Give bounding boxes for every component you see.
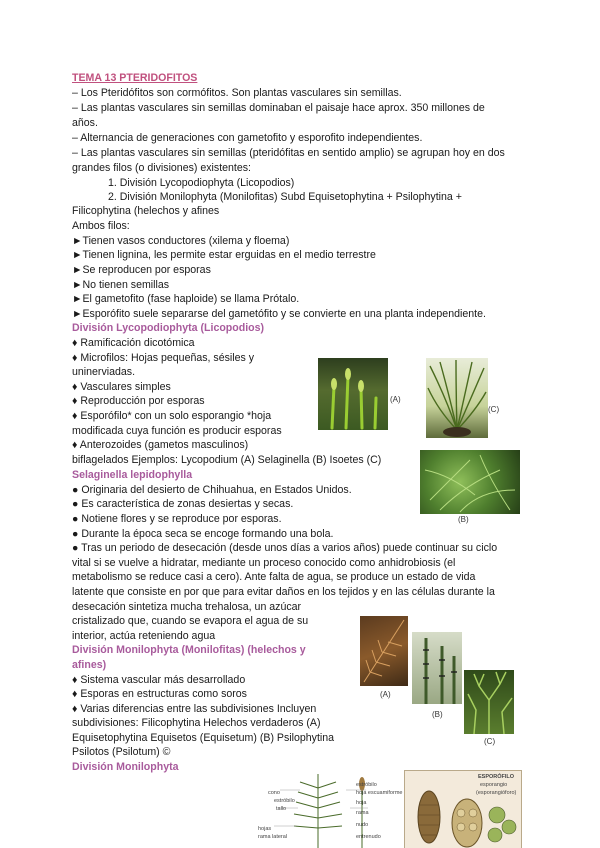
moni-line: subdivisiones: Filicophytina Helechos verdaderos (A) [72,717,321,729]
ambos-item: ►El gametofito (fase haploide) se llama Prótalo. [72,293,300,305]
selaginella-line: interior, actúa reteniendo agua [72,630,216,642]
moni-line: ♦ Esporas en estructuras como soros [72,688,247,700]
lyco-line: modificada cuya función es producir esporas [72,425,282,437]
selaginella-line: ● Notiene flores y se reproduce por esporas. [72,513,282,525]
selaginella-line: ● Es característica de zonas desiertas y secas. [72,498,294,510]
moni-heading-2: División Monilophyta [72,761,179,773]
diagram-label: hojas [258,826,272,832]
division-list-continuation: Filicophytina (helechos y afines [72,205,220,217]
lycopodium-photo [318,358,388,430]
psilotum-photo [464,670,514,734]
photo-caption: (C) [488,405,500,414]
photo-caption: (A) [390,395,401,404]
photo-caption: (A) [380,690,391,699]
lyco-line: ♦ Ramificación dicotómica [72,337,195,349]
fern-drawing [360,616,408,686]
intro-line: – Los Pteridófitos son cormófitos. Son plantas vasculares sin semillas. [72,87,402,99]
moni-heading: División Monilophyta (Monilofitas) (helechos y [72,644,306,656]
selaginella-line: ● Durante la época seca se encoge formando una bola. [72,528,334,540]
diagram-label: estróbilo [356,782,377,788]
lyco-line: ♦ Reproducción por esporas [72,395,205,407]
ambos-item: ►Tienen lignina, les permite estar erguidas en el medio terrestre [72,249,376,261]
diagram-label: entrenudo [356,834,381,840]
lyco-line: ♦ Vasculares simples [72,381,171,393]
cone-label: esporangio [480,782,508,788]
intro-line: – Las plantas vasculares sin semillas dominaban el paisaje hace aprox. 350 millones de [72,102,485,114]
diagram-label: cono [268,790,280,796]
equisetum-drawing [412,632,462,704]
psilotum-drawing [464,670,514,734]
selaginella-line: metabolismo se reduce casi a cero). Ante falta de agua, se produce un estado de vida [72,571,476,583]
ambos-item: ►Tienen vasos conductores (xilema y floema) [72,235,290,247]
lyco-line: ♦ Esporófilo* con un solo esporangio *hoja [72,410,272,422]
moni-heading-cont: afines) [72,659,107,671]
lyco-line: ♦ Microfilos: Hojas pequeñas, sésiles y [72,352,255,364]
equisetum-photo [412,632,462,704]
lyco-line: biflagelados Ejemplos: Lycopodium (A) Selaginella (B) Isoetes (C) [72,454,382,466]
moni-line: Psilotos (Psilotum) © [72,746,171,758]
division-list-item: 1. División Lycopodiophyta (Licopodios) [108,177,295,189]
ambos-item: ►Se reproducen por esporas [72,264,211,276]
diagram-label: hoja escuamiforme [356,790,403,796]
moni-line: ♦ Varias diferencias entre las subdivisiones Incluyen [72,703,317,715]
diagram-label: tallo [276,806,287,812]
diagram-label: hoja [356,800,367,806]
selaginella-heading: Selaginella lepidophylla [72,469,193,481]
division-list-item: 2. División Monilophyta (Monilofitas) Subd Equisetophytina + Psilophytina + [108,191,462,203]
selaginella-line: vital si se vuelve a hidratar, mediante un proceso conocido como anhidrobiosis (el [72,557,456,569]
moni-line: ♦ Sistema vascular más desarrollado [72,674,246,686]
photo-caption: (C) [484,737,496,746]
lyco-heading: División Lycopodiophyta (Licopodios) [72,322,265,334]
diagram-label: estróbilo [274,798,295,804]
selaginella-line: latente que consiste en por que para evitar daños en los tejidos y en las células durante la [72,586,495,598]
selaginella-line: ● Originaria del desierto de Chihuahua, en Estados Unidos. [72,484,352,496]
lycopodium-drawing [318,358,388,430]
selaginella-photo [420,450,520,514]
moni-line: Equisetophytina Equisetos (Equisetum) (B) Psilophytina [72,732,335,744]
cone-label: ESPORÓFILO [478,774,515,780]
ambos-title: Ambos filos: [72,220,130,232]
intro-line: grandes filos (o divisiones) existentes: [72,162,252,174]
intro-line: años. [72,117,98,129]
selaginella-line: desecación sintetiza mucha trehalosa, un azúcar [72,601,302,613]
photo-caption: (B) [458,515,469,524]
cone-label: (esporangióforo) [476,790,517,796]
diagram-label: nudo [356,822,369,828]
selaginella-line: cristalizado que, cuando se evapora el agua de su [72,615,309,627]
diagram-label: rama [356,810,369,816]
selaginella-line: ● Tras un periodo de desecación (desde unos días a varios años) puede continuar su ciclo [72,542,498,554]
ambos-item: ►Esporófito suele separarse del gametófito y se convierte en una planta independiente. [72,308,486,320]
isoetes-photo [426,358,488,438]
lyco-line: uninerviadas. [72,366,136,378]
lyco-line: ♦ Anterozoides (gametos masculinos) [72,439,249,451]
intro-line: – Las plantas vasculares sin semillas (pteridófitas en sentido amplio) se agrupan hoy en dos [72,147,505,159]
selaginella-drawing [420,450,520,514]
diagram-label: rama lateral [258,834,288,840]
photo-caption: (B) [432,710,443,719]
fern-photo [360,616,408,686]
ambos-item: ►No tienen semillas [72,279,170,291]
isoetes-drawing [426,358,488,438]
document-title: TEMA 13 PTERIDOFITOS [72,72,198,84]
intro-line: – Alternancia de generaciones con gametofito y esporofito independientes. [72,132,423,144]
